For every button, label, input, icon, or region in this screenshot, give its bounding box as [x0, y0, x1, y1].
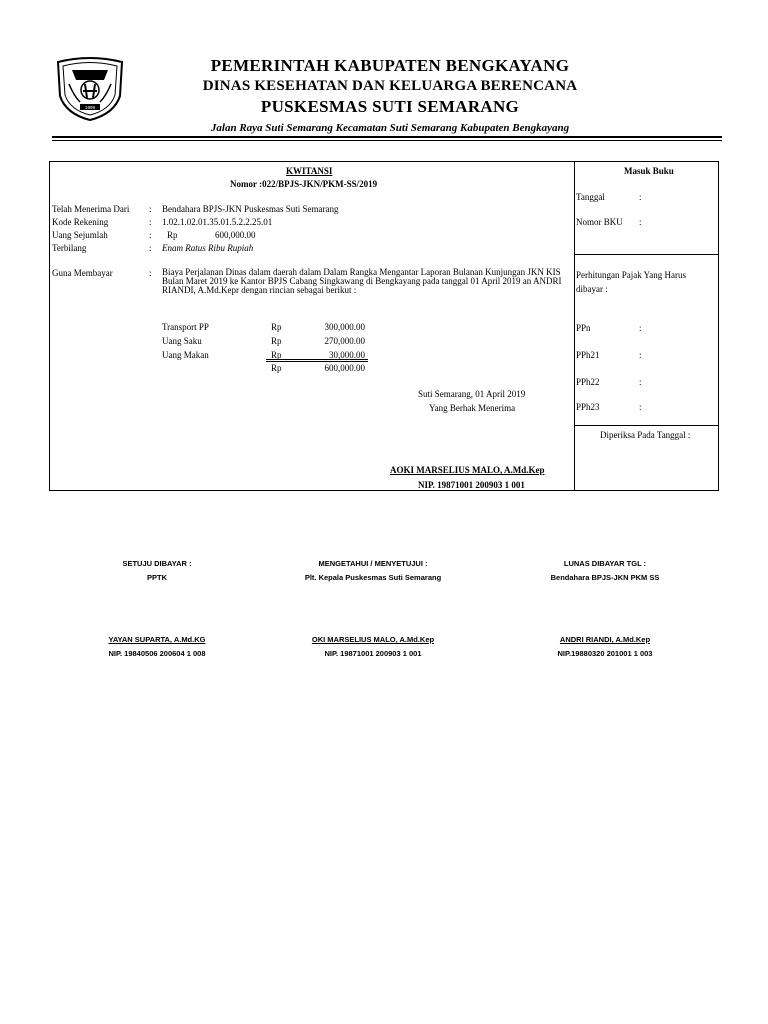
sig-role-approve: SETUJU DIBAYAR :	[122, 559, 192, 568]
divider-ledger-2	[574, 425, 718, 426]
colon: :	[149, 204, 152, 214]
letterhead-rule-thick	[52, 136, 722, 138]
breakdown-amount: 30,000.00	[329, 350, 365, 360]
receipt-title: KWITANSI	[286, 166, 333, 176]
sig-name-paid: ANDRI RIANDI, A.Md.Kep	[559, 635, 651, 644]
checked-date-label: Diperiksa Pada Tanggal :	[600, 430, 691, 440]
recipient-name: AOKI MARSELIUS MALO, A.Md.Kep	[390, 465, 545, 475]
breakdown-currency: Rp	[271, 336, 282, 346]
colon: :	[149, 243, 152, 253]
amount-currency: Rp	[167, 230, 178, 240]
colon: :	[149, 217, 152, 227]
puskesmas-title: PUSKESMAS SUTI SEMARANG	[260, 97, 520, 116]
field-value-account-code: 1.02.1.02.01.35.01.5.2.2.25.01	[162, 217, 273, 227]
government-title: PEMERINTAH KABUPATEN BENGKAYANG	[210, 56, 570, 75]
recipient-label: Yang Berhak Menerima	[429, 403, 516, 413]
sig-name-approve: YAYAN SUPARTA, A.Md.KG	[108, 635, 206, 644]
sig-nip-paid: NIP.19880320 201001 1 003	[557, 649, 653, 658]
receipt-box	[49, 161, 719, 491]
total-amount: 600,000.00	[324, 363, 365, 373]
field-value-amount: 600,000.00	[215, 230, 256, 240]
breakdown-label: Uang Saku	[162, 336, 202, 346]
sig-name-acknowledge: OKI MARSELIUS MALO, A.Md.Kep	[311, 635, 435, 644]
sig-position-approve: PPTK	[146, 573, 167, 582]
ledger-title: Masuk Buku	[624, 166, 674, 176]
place-date: Suti Semarang, 01 April 2019	[418, 389, 526, 399]
colon: :	[639, 402, 642, 412]
breakdown-label: Transport PP	[162, 322, 209, 332]
letterhead-rule-thin	[52, 140, 722, 141]
colon: :	[639, 217, 642, 227]
regency-emblem-logo	[54, 56, 126, 122]
logo-year: 1999	[84, 105, 96, 110]
breakdown-currency: Rp	[271, 350, 282, 360]
address: Jalan Raya Suti Semarang Kecamatan Suti Semarang Kabupaten Bengkayang	[210, 122, 570, 134]
field-value-purpose: Biaya Perjalanan Dinas dalam daerah dalam Dalam Rangka Mengantar Laporan Bulanan Kunjungan JKN KIS Bulan Maret 2019 ke Kantor BPJS Cabang Singkawang di Bengkayang pada tanggal 01 April 2019 an ANDRI RIANDI, A.Md.Kepr dengan rincian sebagai berikut :	[162, 267, 562, 295]
field-label-in-words: Terbilang	[52, 243, 87, 253]
sig-role-paid: LUNAS DIBAYAR TGL :	[563, 559, 647, 568]
receipt-number: Nomor :022/BPJS-JKN/PKM-SS/2019	[230, 179, 378, 189]
field-label-purpose: Guna Membayar	[52, 268, 113, 278]
breakdown-amount: 300,000.00	[324, 322, 365, 332]
recipient-nip: NIP. 19871001 200903 1 001	[418, 480, 525, 490]
tax-pph23-label: PPh23	[576, 402, 600, 412]
tax-pph21-label: PPh21	[576, 350, 600, 360]
colon: :	[149, 230, 152, 240]
colon: :	[639, 377, 642, 387]
sig-position-paid: Bendahara BPJS-JKN PKM SS	[550, 573, 660, 582]
tax-ppn-label: PPn	[576, 323, 591, 333]
sig-nip-acknowledge: NIP. 19871001 200903 1 001	[324, 649, 422, 658]
sig-position-acknowledge: Plt. Kepala Puskesmas Suti Semarang	[304, 573, 442, 582]
breakdown-currency: Rp	[271, 322, 282, 332]
tax-note-line1: Perhitungan Pajak Yang Harus	[576, 270, 686, 280]
total-currency: Rp	[271, 363, 282, 373]
ledger-date-label: Tanggal	[576, 192, 605, 202]
colon: :	[149, 268, 152, 278]
tax-note-line2: dibayar :	[576, 284, 608, 294]
field-value-received-from: Bendahara BPJS-JKN Puskesmas Suti Semarang	[162, 204, 339, 214]
sig-nip-approve: NIP. 19840506 200604 1 008	[108, 649, 206, 658]
divider-vertical	[574, 162, 575, 490]
field-label-account-code: Kode Rekening	[52, 217, 109, 227]
colon: :	[639, 323, 642, 333]
ledger-bku-label: Nomor BKU	[576, 217, 623, 227]
field-label-amount: Uang Sejumlah	[52, 230, 108, 240]
divider-ledger-1	[574, 254, 718, 255]
department-title: DINAS KESEHATAN DAN KELUARGA BERENCANA	[202, 78, 578, 94]
field-label-received-from: Telah Menerima Dari	[52, 204, 130, 214]
field-value-in-words: Enam Ratus Ribu Rupiah	[162, 243, 254, 253]
sig-role-acknowledge: MENGETAHUI / MENYETUJUI :	[318, 559, 428, 568]
breakdown-label: Uang Makan	[162, 350, 209, 360]
tax-pph22-label: PPh22	[576, 377, 600, 387]
colon: :	[639, 192, 642, 202]
sum-line-2	[266, 361, 368, 362]
sum-line-1	[266, 359, 368, 360]
breakdown-amount: 270,000.00	[324, 336, 365, 346]
colon: :	[639, 350, 642, 360]
